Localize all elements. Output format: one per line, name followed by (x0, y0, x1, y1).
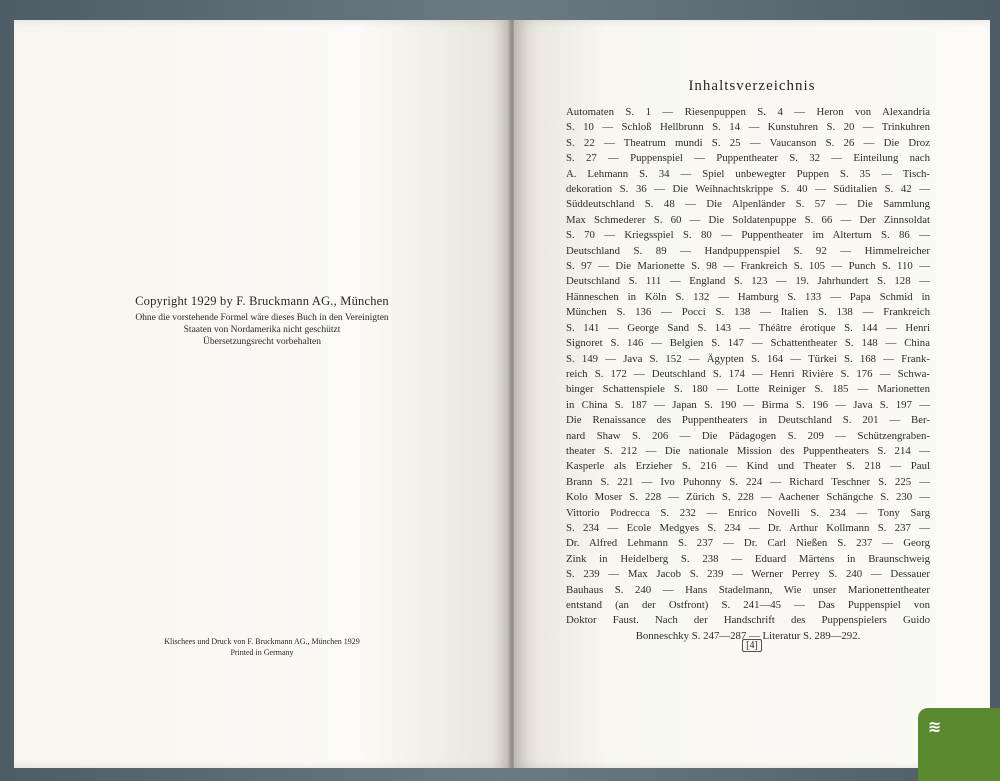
toc-line: Deutschland S. 89 — Handpuppenspiel S. 92 — Himmelreicher (566, 244, 930, 257)
toc-line: entstand (an der Ostfront) S. 241—45 — Das Puppenspiel von (566, 599, 930, 611)
printer-line-2: Printed in Germany (230, 648, 294, 657)
toc-line: S. 141 — George Sand S. 143 — Théâtre érotique S. 144 — Henri (566, 321, 930, 334)
toc-line: A. Lehmann S. 34 — Spiel unbewegter Puppen S. 35 — Tisch- (566, 167, 930, 180)
toc-line: München S. 136 — Pocci S. 138 — Italien S. 138 — Frankreich (566, 306, 930, 319)
toc-line: reich S. 172 — Deutschland S. 174 — Henri Rivière S. 176 — Schwa- (566, 367, 930, 380)
toc-line: Automaten S. 1 — Riesenpuppen S. 4 — Heron von Alexandria (566, 106, 930, 118)
toc-line: Kasperle als Erzieher S. 216 — Kind und Theater S. 218 — Paul (566, 460, 930, 473)
toc-line: S. 22 — Theatrum mundi S. 25 — Vaucanson S. 26 — Die Droz (566, 136, 930, 149)
toc-line: in China S. 187 — Japan S. 190 — Birma S. 196 — Java S. 197 — (566, 398, 930, 411)
toc-line: binger Schattenspiele S. 180 — Lotte Reiniger S. 185 — Marionetten (566, 383, 930, 396)
toc-line: S. 239 — Max Jacob S. 239 — Werner Perrey S. 240 — Dessauer (566, 568, 930, 581)
toc-line: theater S. 212 — Die nationale Mission des Puppentheaters S. 214 — (566, 444, 930, 457)
toc-line: S. 70 — Kriegsspiel S. 80 — Puppentheater im Altertum S. 86 — (566, 229, 930, 242)
copyright-notice-2: Staaten von Nordamerika nicht geschützt (183, 325, 341, 335)
toc-line: Die Renaissance des Puppentheaters in Deutschland S. 201 — Ber- (566, 414, 930, 427)
toc-line: Max Schmederer S. 60 — Die Soldatenpuppe S. 66 — Der Zinnsoldat (566, 213, 930, 226)
toc-line: dekoration S. 36 — Die Weihnachtskrippe S. 40 — Süditalien S. 42 — (566, 183, 930, 196)
toc-line: Zink in Heidelberg S. 238 — Eduard Märtens in Braunschweig (566, 552, 930, 565)
toc-title: Inhaltsverzeichnis (688, 78, 816, 94)
toc-line: S. 234 — Ecole Medgyes S. 234 — Dr. Arthur Kollmann S. 237 — (566, 521, 930, 534)
page-number-label: [4] (742, 639, 762, 652)
page-number (514, 639, 990, 652)
toc-line: Kolo Moser S. 228 — Zürich S. 228 — Aachener Schängche S. 230 — (566, 491, 930, 504)
right-page (514, 20, 990, 768)
watermark-logo-icon: ≋ (928, 717, 942, 736)
toc-line: Bonneschky S. 247—287 — Literatur S. 289—292. (635, 629, 861, 642)
copyright-line: Copyright 1929 by F. Bruckmann AG., München (135, 294, 389, 308)
toc-line: S. 27 — Puppenspiel — Puppentheater S. 32 — Einteilung nach (566, 152, 930, 165)
toc-line: S. 149 — Java S. 152 — Ägypten S. 164 — Türkei S. 168 — Frank- (566, 352, 930, 365)
copyright-block (14, 294, 510, 348)
printer-line-1: Klischees und Druck von F. Bruckmann AG., München 1929 (164, 637, 360, 646)
left-page (14, 20, 510, 768)
toc-line: nard Shaw S. 206 — Die Pädagogen S. 209 — Schützengraben- (566, 429, 930, 442)
toc-line: S. 10 — Schloß Hellbrunn S. 14 — Kunstuhren S. 20 — Trinkuhren (566, 121, 930, 134)
copyright-notice-1: Ohne die vorstehende Formel wäre dieses Buch in den Vereinigten (135, 313, 389, 323)
toc-body (566, 105, 930, 644)
toc-line: Dr. Alfred Lehmann S. 237 — Dr. Carl Nießen S. 237 — Georg (566, 537, 930, 550)
toc-line: Süddeutschland S. 48 — Die Alpenländer S. 57 — Die Sammlung (566, 198, 930, 211)
copyright-notice-3: Übersetzungsrecht vorbehalten (203, 337, 321, 347)
toc-line: Vittorio Podrecca S. 232 — Enrico Novelli S. 234 — Tony Sarg (566, 506, 930, 519)
toc-line: Bauhaus S. 240 — Hans Stadelmann, Wie unser Marionettentheater (566, 583, 930, 596)
printer-block (14, 636, 510, 658)
toc-line: Hänneschen in Köln S. 132 — Hamburg S. 133 — Papa Schmid in (566, 290, 930, 303)
toc-line: Brann S. 221 — Ivo Puhonny S. 224 — Richard Teschner S. 225 — (566, 475, 930, 488)
toc-line: Deutschland S. 111 — England S. 123 — 19. Jahrhundert S. 128 — (566, 275, 930, 288)
watermark-sticker (918, 708, 1000, 781)
toc-line: Doktor Faust. Nach der Handschrift des Puppenspielers Guido (566, 614, 930, 627)
toc-line: S. 97 — Die Marionette S. 98 — Frankreich S. 105 — Punch S. 110 — (566, 260, 930, 273)
toc-line: Signoret S. 146 — Belgien S. 147 — Schattentheater S. 148 — China (566, 337, 930, 350)
